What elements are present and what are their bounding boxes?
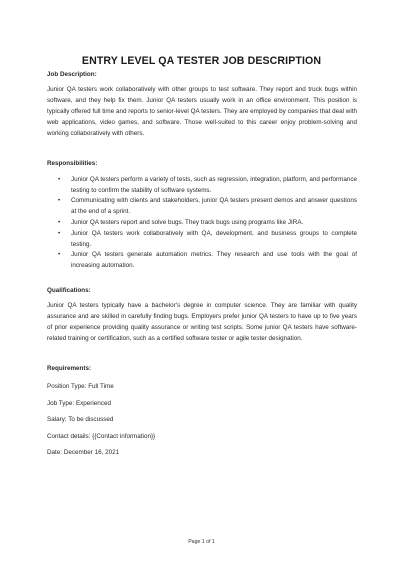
bullet-icon: •: [58, 218, 61, 226]
page-footer: Page 1 of 1: [188, 539, 215, 545]
bullet-icon: •: [58, 251, 61, 259]
list-item: [47, 196, 357, 218]
position-type: Position Type: Full Time: [47, 383, 114, 391]
responsibility-text: Communicating with clients and stakeholders, junior QA testers present demos and answer questions at the end of a sprint.: [71, 197, 357, 216]
responsibilities-list: [47, 175, 357, 272]
bullet-icon: •: [58, 229, 61, 237]
list-item: [47, 250, 357, 272]
job-description-text: Junior QA testers work collaboratively with other groups to test software. They report and truck bugs within software, and they help fix them. Junior QA testers usually work in an office environment. This position is typically offered full time and reports to senior-level QA testers. They are employed by companies that deal with web applications, video games, and software. Those well-suited to this career enjoy problem-solving and working collaboratively with others.: [47, 86, 357, 137]
job-description-heading: Job Description:: [47, 71, 97, 78]
document-body: [47, 70, 357, 465]
qualifications-text: Junior QA testers typically have a bachelor's degree in computer science. They are familiar with quality assurance and are skilled in carefully finding bugs. Employers prefer junior QA testers to have up to five years of prior experience providing quality assurance or writing test scripts. Some junior QA testers have software-related training or certification, such as a certified software tester or agile tester designation.: [47, 302, 357, 342]
list-item: [47, 175, 357, 197]
responsibility-text: Junior QA testers perform a variety of tests, such as regression, integration, platform, and performance testing to confirm the stability of software systems.: [71, 175, 357, 194]
list-item: [47, 218, 357, 229]
document-title: ENTRY LEVEL QA TESTER JOB DESCRIPTION: [81, 55, 322, 67]
responsibility-text: Junior QA testers report and solve bugs. They track bugs using programs like JIRA.: [71, 218, 304, 226]
date: Date: December 16, 2021: [47, 449, 120, 457]
responsibility-text: Junior QA testers work collaboratively with QA, development, and business groups to complete testing.: [71, 229, 357, 248]
bullet-icon: •: [58, 197, 61, 205]
qualifications-heading: Qualifications:: [47, 286, 91, 294]
requirements-heading: Requirements:: [47, 364, 92, 372]
responsibility-text: Junior QA testers generate automation metrics. They research and use tools with the goal of increasing automation.: [71, 251, 357, 270]
bullet-icon: •: [58, 175, 61, 183]
contact-details: Contact details: {{Contact information}}: [47, 432, 156, 440]
job-type: Job Type: Experienced: [47, 399, 111, 407]
salary: Salary: To be discussed: [47, 416, 114, 424]
list-item: [47, 229, 357, 251]
responsibilities-heading: Responsibilities:: [47, 160, 98, 168]
